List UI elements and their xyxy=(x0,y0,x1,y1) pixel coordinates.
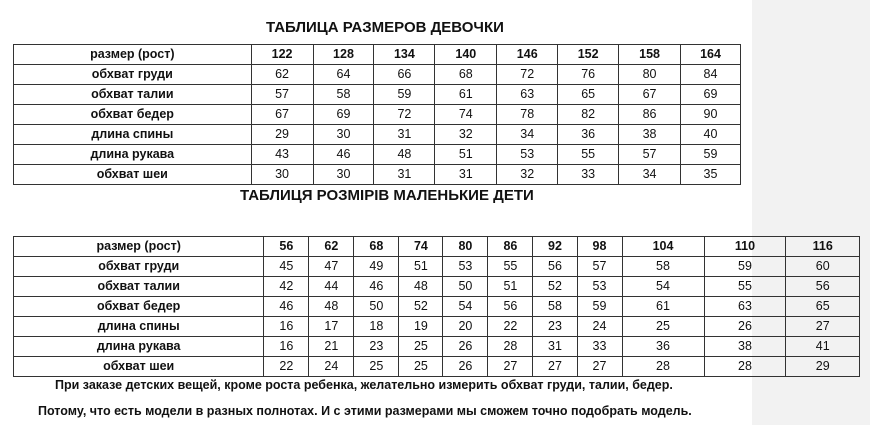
table-row xyxy=(14,165,741,185)
value-cell: 64 xyxy=(313,65,374,85)
value-cell: 58 xyxy=(622,257,704,277)
size-header-cell: 122 xyxy=(251,45,313,65)
value-cell: 63 xyxy=(704,297,786,317)
row-label: длина рукава xyxy=(14,145,252,165)
value-cell: 38 xyxy=(704,337,786,357)
value-cell: 23 xyxy=(354,337,399,357)
value-cell: 25 xyxy=(354,357,399,377)
value-cell: 23 xyxy=(533,317,577,337)
value-cell: 31 xyxy=(533,337,577,357)
value-cell-text: 16 xyxy=(279,339,294,353)
value-cell: 54 xyxy=(443,297,488,317)
table-row xyxy=(14,277,860,297)
value-cell: 80 xyxy=(619,65,681,85)
row-label: обхват бедер xyxy=(14,297,264,317)
value-cell: 38 xyxy=(619,125,681,145)
value-cell: 46 xyxy=(354,277,399,297)
value-cell: 26 xyxy=(704,317,786,337)
value-cell: 52 xyxy=(533,277,577,297)
value-cell: 76 xyxy=(558,65,619,85)
value-cell: 24 xyxy=(309,357,354,377)
value-cell: 69 xyxy=(313,105,374,125)
table-row xyxy=(14,105,741,125)
row-label: обхват груди xyxy=(14,65,252,85)
value-cell: 16 xyxy=(264,317,309,337)
row-label: обхват бедер xyxy=(14,105,252,125)
value-cell: 69 xyxy=(681,85,741,105)
value-cell: 55 xyxy=(558,145,619,165)
size-header-cell: 68 xyxy=(354,237,399,257)
row-label: длина спины xyxy=(14,317,264,337)
size-header-cell: 116 xyxy=(786,237,860,257)
table-header-row xyxy=(14,45,741,65)
value-cell: 53 xyxy=(497,145,558,165)
size-header-cell: 164 xyxy=(681,45,741,65)
value-cell: 33 xyxy=(558,165,619,185)
value-cell: 33 xyxy=(577,337,622,357)
value-cell: 55 xyxy=(488,257,533,277)
value-cell: 59 xyxy=(577,297,622,317)
size-header-cell: 134 xyxy=(374,45,435,65)
value-cell: 28 xyxy=(488,337,533,357)
value-cell: 65 xyxy=(786,297,860,317)
value-cell: 35 xyxy=(681,165,741,185)
size-header-cell: 128 xyxy=(313,45,374,65)
value-cell: 43 xyxy=(251,145,313,165)
header-label: размер (рост) xyxy=(14,237,264,257)
value-cell: 27 xyxy=(577,357,622,377)
value-cell: 31 xyxy=(374,125,435,145)
size-header-cell: 98 xyxy=(577,237,622,257)
value-cell: 57 xyxy=(619,145,681,165)
table-row xyxy=(14,125,741,145)
value-cell: 26 xyxy=(443,337,488,357)
value-cell: 67 xyxy=(251,105,313,125)
size-header-cell: 56 xyxy=(264,237,309,257)
value-cell: 36 xyxy=(622,337,704,357)
value-cell: 53 xyxy=(443,257,488,277)
value-cell: 72 xyxy=(497,65,558,85)
value-cell: 18 xyxy=(354,317,399,337)
value-cell: 44 xyxy=(309,277,354,297)
value-cell: 20 xyxy=(443,317,488,337)
value-cell: 45 xyxy=(264,257,309,277)
size-header-cell: 74 xyxy=(399,237,443,257)
value-cell: 25 xyxy=(622,317,704,337)
value-cell: 42 xyxy=(264,277,309,297)
value-cell: 62 xyxy=(251,65,313,85)
value-cell: 56 xyxy=(533,257,577,277)
value-cell: 29 xyxy=(251,125,313,145)
value-cell: 25 xyxy=(399,337,443,357)
value-cell xyxy=(264,337,309,357)
table-row xyxy=(14,317,860,337)
value-cell: 59 xyxy=(374,85,435,105)
size-header-cell: 86 xyxy=(488,237,533,257)
value-cell: 30 xyxy=(313,165,374,185)
value-cell: 27 xyxy=(533,357,577,377)
value-cell: 50 xyxy=(354,297,399,317)
value-cell: 66 xyxy=(374,65,435,85)
value-cell: 61 xyxy=(435,85,497,105)
row-label: обхват талии xyxy=(14,277,264,297)
value-cell: 59 xyxy=(681,145,741,165)
value-cell: 28 xyxy=(622,357,704,377)
value-cell: 30 xyxy=(313,125,374,145)
table-row xyxy=(14,257,860,277)
value-cell: 46 xyxy=(313,145,374,165)
value-cell: 58 xyxy=(533,297,577,317)
size-header-cell: 92 xyxy=(533,237,577,257)
value-cell: 41 xyxy=(786,337,860,357)
size-header-cell: 152 xyxy=(558,45,619,65)
value-cell: 19 xyxy=(399,317,443,337)
value-cell: 48 xyxy=(309,297,354,317)
value-cell: 28 xyxy=(704,357,786,377)
value-cell: 36 xyxy=(558,125,619,145)
table-row xyxy=(14,65,741,85)
table2-title: ТАБЛИЦЯ РОЗМІРІВ МАЛЕНЬКИЕ ДЕТИ xyxy=(240,187,534,204)
row-label: обхват шеи xyxy=(14,357,264,377)
value-cell xyxy=(264,357,309,377)
value-cell: 56 xyxy=(786,277,860,297)
value-cell: 60 xyxy=(786,257,860,277)
value-cell: 32 xyxy=(435,125,497,145)
value-cell: 67 xyxy=(619,85,681,105)
value-cell: 65 xyxy=(558,85,619,105)
value-cell: 86 xyxy=(619,105,681,125)
value-cell: 82 xyxy=(558,105,619,125)
value-cell: 17 xyxy=(309,317,354,337)
value-cell: 34 xyxy=(619,165,681,185)
row-label: длина спины xyxy=(14,125,252,145)
value-cell: 40 xyxy=(681,125,741,145)
size-header-cell: 146 xyxy=(497,45,558,65)
value-cell: 58 xyxy=(313,85,374,105)
row-label: обхват шеи xyxy=(14,165,252,185)
value-cell: 57 xyxy=(577,257,622,277)
table-row xyxy=(14,297,860,317)
value-cell: 72 xyxy=(374,105,435,125)
table1-title: ТАБЛИЦА РАЗМЕРОВ ДЕВОЧКИ xyxy=(266,19,504,36)
value-cell: 51 xyxy=(435,145,497,165)
value-cell: 57 xyxy=(251,85,313,105)
value-cell: 27 xyxy=(488,357,533,377)
value-cell: 54 xyxy=(622,277,704,297)
value-cell-text: 22 xyxy=(279,359,294,373)
size-header-cell: 158 xyxy=(619,45,681,65)
note-line-2: Потому, что есть модели в разных полнотах. И с этими размерами мы сможем точно подобрать модель. xyxy=(38,404,692,418)
value-cell: 68 xyxy=(435,65,497,85)
value-cell: 51 xyxy=(399,257,443,277)
value-cell: 29 xyxy=(786,357,860,377)
value-cell: 74 xyxy=(435,105,497,125)
value-cell: 31 xyxy=(374,165,435,185)
value-cell: 56 xyxy=(488,297,533,317)
value-cell: 27 xyxy=(786,317,860,337)
value-cell: 46 xyxy=(264,297,309,317)
girls-size-table xyxy=(13,44,741,185)
row-label: обхват груди xyxy=(14,257,264,277)
kids-size-table xyxy=(13,236,860,377)
value-cell: 24 xyxy=(577,317,622,337)
value-cell: 78 xyxy=(497,105,558,125)
value-cell: 25 xyxy=(399,357,443,377)
value-cell: 53 xyxy=(577,277,622,297)
value-cell: 47 xyxy=(309,257,354,277)
size-header-cell: 80 xyxy=(443,237,488,257)
header-label: размер (рост) xyxy=(14,45,252,65)
table-row xyxy=(14,357,860,377)
value-cell: 59 xyxy=(704,257,786,277)
table-row xyxy=(14,145,741,165)
table-row xyxy=(14,85,741,105)
value-cell: 32 xyxy=(497,165,558,185)
value-cell: 26 xyxy=(443,357,488,377)
value-cell: 21 xyxy=(309,337,354,357)
size-header-cell: 110 xyxy=(704,237,786,257)
value-cell: 48 xyxy=(374,145,435,165)
size-header-cell: 104 xyxy=(622,237,704,257)
value-cell: 61 xyxy=(622,297,704,317)
value-cell: 55 xyxy=(704,277,786,297)
table-header-row xyxy=(14,237,860,257)
value-cell: 63 xyxy=(497,85,558,105)
value-cell: 84 xyxy=(681,65,741,85)
row-label: обхват талии xyxy=(14,85,252,105)
value-cell: 52 xyxy=(399,297,443,317)
value-cell: 34 xyxy=(497,125,558,145)
value-cell: 31 xyxy=(435,165,497,185)
value-cell: 48 xyxy=(399,277,443,297)
row-label: длина рукава xyxy=(14,337,264,357)
value-cell: 51 xyxy=(488,277,533,297)
value-cell: 22 xyxy=(488,317,533,337)
value-cell: 30 xyxy=(251,165,313,185)
value-cell: 90 xyxy=(681,105,741,125)
value-cell: 50 xyxy=(443,277,488,297)
size-header-cell: 140 xyxy=(435,45,497,65)
value-cell: 49 xyxy=(354,257,399,277)
size-header-cell: 62 xyxy=(309,237,354,257)
note-line-1: При заказе детских вещей, кроме роста ребенка, желательно измерить обхват груди, талии, бедер. xyxy=(55,378,673,392)
table-row xyxy=(14,337,860,357)
